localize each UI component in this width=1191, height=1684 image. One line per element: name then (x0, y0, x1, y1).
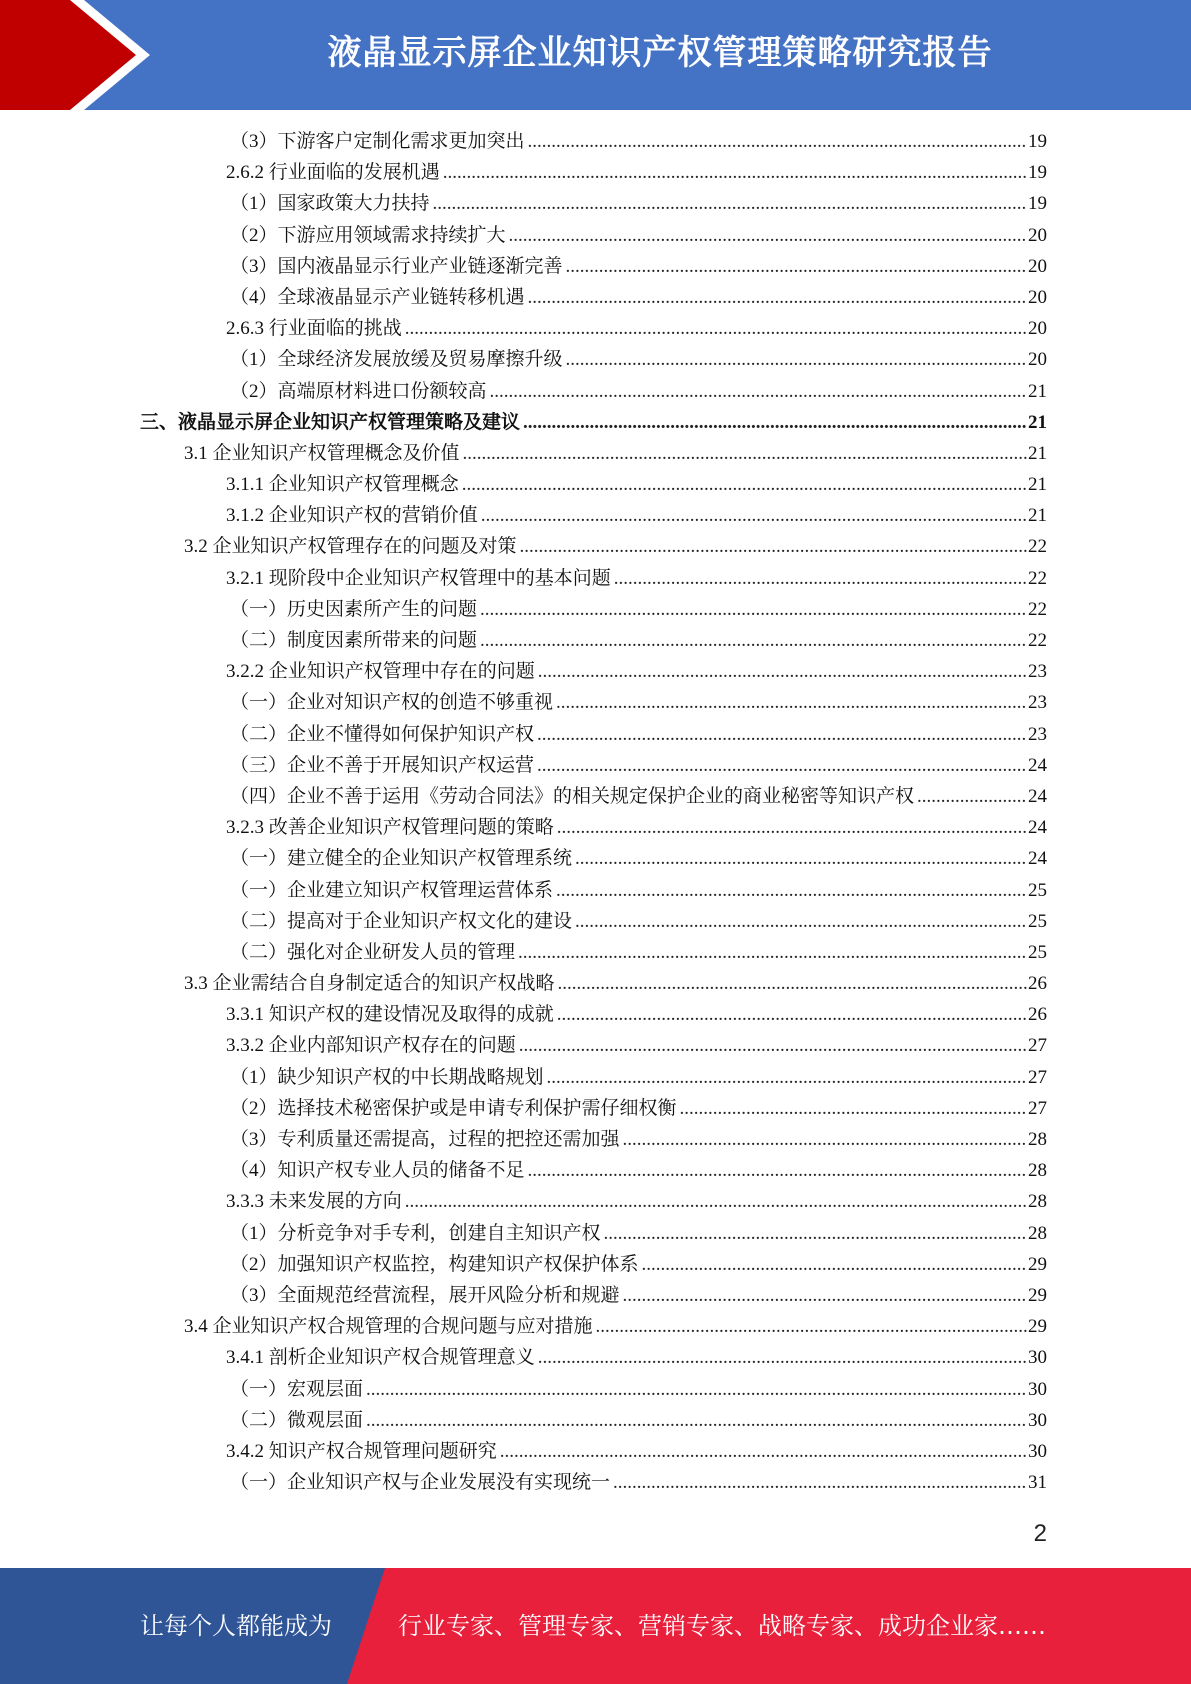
header-arrow-icon (0, 0, 150, 110)
toc-entry-page: 22 (1028, 598, 1047, 620)
toc-entry-page: 21 (1028, 380, 1047, 402)
toc-entry-title: （3）专利质量还需提高，过程的把控还需加强 (230, 1129, 620, 1150)
toc-entry-title: （3）全面规范经营流程，展开风险分析和规避 (230, 1284, 620, 1306)
toc-entry-title: （三）企业不善于开展知识产权运营 (230, 754, 535, 776)
toc-entry-title: 3.3.2 企业内部知识产权存在的问题 (226, 1035, 516, 1057)
toc-dot-leader (623, 1124, 1027, 1155)
toc-entry-title: 3.3.3 未来发展的方向 (226, 1191, 402, 1213)
toc-entry-page: 27 (1028, 1066, 1047, 1088)
toc-entry[interactable] (0, 1093, 1191, 1124)
toc-entry[interactable] (0, 282, 1191, 313)
toc-entry-title: 3.4.2 知识产权合规管理问题研究 (226, 1440, 497, 1462)
toc-entry-page: 23 (1028, 692, 1047, 714)
toc-dot-leader (547, 1062, 1027, 1093)
toc-entry-page: 25 (1028, 879, 1047, 901)
toc-entry-title: （1）全球经济发展放缓及贸易摩擦升级 (230, 349, 563, 371)
toc-entry-title: （1）缺少知识产权的中长期战略规划 (230, 1066, 544, 1088)
toc-entry[interactable] (0, 1218, 1191, 1249)
toc-dot-leader (366, 1405, 1027, 1436)
toc-entry-page: 23 (1028, 723, 1047, 745)
toc-entry[interactable] (0, 469, 1191, 500)
toc-dot-leader (558, 968, 1027, 999)
toc-entry[interactable] (0, 999, 1191, 1030)
toc-entry-page: 20 (1028, 224, 1047, 246)
toc-entry-page: 23 (1028, 661, 1047, 683)
toc-entry-title: 3.1.2 企业知识产权的营销价值 (226, 505, 478, 527)
toc-entry[interactable] (0, 188, 1191, 219)
toc-dot-leader (613, 1467, 1027, 1498)
toc-entry-title: （二）提高对于企业知识产权文化的建设 (230, 910, 573, 932)
toc-entry-page: 28 (1028, 1160, 1047, 1182)
toc-entry-page: 20 (1028, 349, 1047, 371)
toc-entry[interactable] (0, 843, 1191, 874)
toc-entry[interactable] (0, 126, 1191, 157)
toc-entry-title: 三、液晶显示屏企业知识产权管理策略及建议 (140, 411, 521, 433)
toc-entry-page: 21 (1028, 474, 1047, 496)
toc-entry[interactable] (0, 344, 1191, 375)
toc-entry[interactable] (0, 1374, 1191, 1405)
toc-entry[interactable] (0, 594, 1191, 625)
toc-entry-page: 19 (1028, 162, 1047, 184)
toc-entry-page: 20 (1028, 286, 1047, 308)
toc-entry[interactable] (0, 1311, 1191, 1342)
toc-entry-title: 3.2.3 改善企业知识产权管理问题的策略 (226, 817, 554, 839)
toc-entry[interactable] (0, 875, 1191, 906)
toc-entry-title: 3.2.2 企业知识产权管理中存在的问题 (226, 661, 535, 683)
toc-entry-title: （3）下游客户定制化需求更加突出 (230, 131, 525, 152)
toc-dot-leader (556, 875, 1027, 906)
toc-entry[interactable] (0, 1280, 1191, 1311)
toc-entry-page: 28 (1028, 1129, 1047, 1150)
toc-entry[interactable] (0, 937, 1191, 968)
toc-entry-title: 3.4 企业知识产权合规管理的合规问题与应对措施 (184, 1316, 593, 1338)
toc-entry-title: 3.1.1 企业知识产权管理概念 (226, 474, 459, 496)
toc-entry-page: 20 (1028, 318, 1047, 340)
toc-dot-leader (528, 126, 1027, 157)
toc-entry[interactable] (0, 1124, 1191, 1155)
toc-entry[interactable] (0, 1155, 1191, 1186)
toc-entry-title: （一）企业建立知识产权管理运营体系 (230, 879, 554, 901)
toc-dot-leader (528, 282, 1027, 313)
toc-entry[interactable] (0, 563, 1191, 594)
toc-entry-page: 21 (1028, 505, 1047, 527)
toc-entry-title: 2.6.2 行业面临的发展机遇 (226, 162, 440, 184)
toc-dot-leader (518, 937, 1027, 968)
toc-dot-leader (566, 344, 1027, 375)
toc-entry[interactable] (0, 251, 1191, 282)
toc-entry-page: 24 (1028, 817, 1047, 839)
toc-dot-leader (480, 625, 1027, 656)
toc-entry[interactable] (0, 407, 1191, 438)
toc-dot-leader (556, 687, 1027, 718)
toc-dot-leader (433, 188, 1027, 219)
toc-dot-leader (520, 531, 1027, 562)
toc-entry-title: 3.4.1 剖析企业知识产权合规管理意义 (226, 1347, 535, 1369)
toc-entry[interactable] (0, 968, 1191, 999)
toc-entry-title: （2）高端原材料进口份额较高 (230, 380, 487, 402)
toc-entry-page: 19 (1028, 131, 1047, 152)
table-of-contents (0, 126, 1191, 1498)
toc-entry-title: （一）宏观层面 (230, 1378, 364, 1400)
toc-dot-leader (523, 407, 1027, 438)
toc-entry[interactable] (0, 1249, 1191, 1280)
toc-entry[interactable] (0, 1062, 1191, 1093)
toc-entry[interactable] (0, 376, 1191, 407)
toc-dot-leader (481, 500, 1027, 531)
toc-entry-title: 3.1 企业知识产权管理概念及价值 (184, 442, 460, 464)
toc-dot-leader (596, 1311, 1027, 1342)
toc-entry-page: 22 (1028, 630, 1047, 651)
toc-entry[interactable] (0, 531, 1191, 562)
document-title: 液晶显示屏企业知识产权管理策略研究报告 (327, 33, 993, 73)
toc-entry-page: 31 (1028, 1472, 1047, 1494)
toc-dot-leader (537, 719, 1027, 750)
toc-entry-title: （1）分析竞争对手专利，创建自主知识产权 (230, 1222, 601, 1244)
footer-slogan-left: 让每个人都能成为 (140, 1612, 332, 1640)
toc-entry[interactable] (0, 656, 1191, 687)
toc-entry-title: （四）企业不善于运用《劳动合同法》的相关规定保护企业的商业秘密等知识产权 (230, 785, 915, 807)
toc-entry-title: （一）企业对知识产权的创造不够重视 (230, 692, 554, 714)
toc-dot-leader (557, 812, 1027, 843)
toc-dot-leader (405, 313, 1027, 344)
toc-dot-leader (463, 438, 1027, 469)
toc-dot-leader (509, 220, 1027, 251)
toc-entry[interactable] (0, 1436, 1191, 1467)
toc-entry-title: （一）企业知识产权与企业发展没有实现统一 (230, 1472, 611, 1494)
toc-entry-title: （二）强化对企业研发人员的管理 (230, 941, 516, 963)
toc-entry[interactable] (0, 1030, 1191, 1061)
page-number: 2 (1033, 1520, 1047, 1547)
toc-entry[interactable] (0, 1405, 1191, 1436)
toc-entry-title: 3.2.1 现阶段中企业知识产权管理中的基本问题 (226, 567, 611, 589)
toc-entry-title: （3）国内液晶显示行业产业链逐渐完善 (230, 255, 563, 277)
toc-entry-title: （二）制度因素所带来的问题 (230, 630, 478, 651)
footer-slogan-right: 行业专家、管理专家、营销专家、战略专家、成功企业家…… (398, 1612, 1046, 1640)
toc-dot-leader (614, 563, 1027, 594)
toc-dot-leader (604, 1218, 1027, 1249)
toc-entry-page: 25 (1028, 910, 1047, 932)
toc-entry[interactable] (0, 781, 1191, 812)
toc-dot-leader (443, 157, 1027, 188)
toc-entry-page: 30 (1028, 1378, 1047, 1400)
toc-dot-leader (480, 594, 1027, 625)
toc-dot-leader (538, 1342, 1027, 1373)
toc-entry-title: （2）下游应用领域需求持续扩大 (230, 224, 506, 246)
toc-entry-title: 3.2 企业知识产权管理存在的问题及对策 (184, 536, 517, 558)
toc-entry-page: 26 (1028, 973, 1047, 995)
toc-entry-page: 27 (1028, 1035, 1047, 1057)
toc-entry-page: 22 (1028, 567, 1047, 589)
toc-dot-leader (462, 469, 1027, 500)
toc-dot-leader (500, 1436, 1027, 1467)
toc-entry-page: 30 (1028, 1409, 1047, 1431)
toc-entry[interactable] (0, 812, 1191, 843)
toc-dot-leader (538, 656, 1027, 687)
toc-entry[interactable] (0, 750, 1191, 781)
toc-entry-page: 21 (1028, 411, 1047, 433)
toc-entry-title: （二）企业不懂得如何保护知识产权 (230, 723, 535, 745)
toc-entry-page: 28 (1028, 1191, 1047, 1213)
toc-entry-title: （一）历史因素所产生的问题 (230, 598, 478, 620)
toc-entry-page: 20 (1028, 255, 1047, 277)
toc-entry-title: （2）选择技术秘密保护或是申请专利保护需仔细权衡 (230, 1097, 677, 1119)
toc-entry-page: 24 (1028, 754, 1047, 776)
toc-dot-leader (537, 750, 1027, 781)
toc-dot-leader (490, 376, 1027, 407)
toc-dot-leader (917, 781, 1027, 812)
toc-entry-page: 27 (1028, 1097, 1047, 1119)
toc-entry-title: 2.6.3 行业面临的挑战 (226, 318, 402, 340)
toc-entry[interactable] (0, 157, 1191, 188)
toc-entry-title: （一）建立健全的企业知识产权管理系统 (230, 848, 573, 870)
toc-entry-title: （4）全球液晶显示产业链转移机遇 (230, 286, 525, 308)
toc-dot-leader (405, 1186, 1027, 1217)
toc-entry-page: 24 (1028, 848, 1047, 870)
toc-dot-leader (575, 906, 1027, 937)
toc-dot-leader (519, 1030, 1027, 1061)
toc-entry-page: 26 (1028, 1004, 1047, 1026)
toc-entry[interactable] (0, 1342, 1191, 1373)
header-band (0, 0, 1191, 110)
toc-entry[interactable] (0, 438, 1191, 469)
toc-entry[interactable] (0, 719, 1191, 750)
toc-dot-leader (366, 1374, 1027, 1405)
toc-dot-leader (566, 251, 1027, 282)
toc-entry-title: 3.3.1 知识产权的建设情况及取得的成就 (226, 1004, 554, 1026)
toc-entry-page: 24 (1028, 785, 1047, 807)
toc-entry[interactable] (0, 1467, 1191, 1498)
toc-entry-title: （2）加强知识产权监控，构建知识产权保护体系 (230, 1253, 639, 1275)
toc-entry-page: 29 (1028, 1316, 1047, 1338)
toc-entry-page: 21 (1028, 442, 1047, 464)
toc-dot-leader (623, 1280, 1027, 1311)
toc-entry[interactable] (0, 220, 1191, 251)
toc-entry-page: 19 (1028, 193, 1047, 215)
toc-dot-leader (642, 1249, 1027, 1280)
toc-dot-leader (575, 843, 1027, 874)
toc-entry-page: 29 (1028, 1284, 1047, 1306)
toc-entry[interactable] (0, 625, 1191, 656)
toc-entry-title: （二）微观层面 (230, 1409, 364, 1431)
toc-entry-page: 30 (1028, 1440, 1047, 1462)
toc-entry[interactable] (0, 1186, 1191, 1217)
toc-entry-title: 3.3 企业需结合自身制定适合的知识产权战略 (184, 973, 555, 995)
toc-entry[interactable] (0, 906, 1191, 937)
toc-entry[interactable] (0, 313, 1191, 344)
toc-entry[interactable] (0, 500, 1191, 531)
toc-entry-page: 30 (1028, 1347, 1047, 1369)
toc-entry-page: 28 (1028, 1222, 1047, 1244)
toc-entry-page: 29 (1028, 1253, 1047, 1275)
toc-entry-title: （1）国家政策大力扶持 (230, 193, 430, 215)
toc-entry[interactable] (0, 687, 1191, 718)
toc-dot-leader (557, 999, 1027, 1030)
toc-entry-page: 22 (1028, 536, 1047, 558)
toc-entry-title: （4）知识产权专业人员的储备不足 (230, 1160, 525, 1182)
toc-dot-leader (528, 1155, 1027, 1186)
toc-dot-leader (680, 1093, 1027, 1124)
footer-band (0, 1568, 1191, 1684)
toc-entry-page: 25 (1028, 941, 1047, 963)
